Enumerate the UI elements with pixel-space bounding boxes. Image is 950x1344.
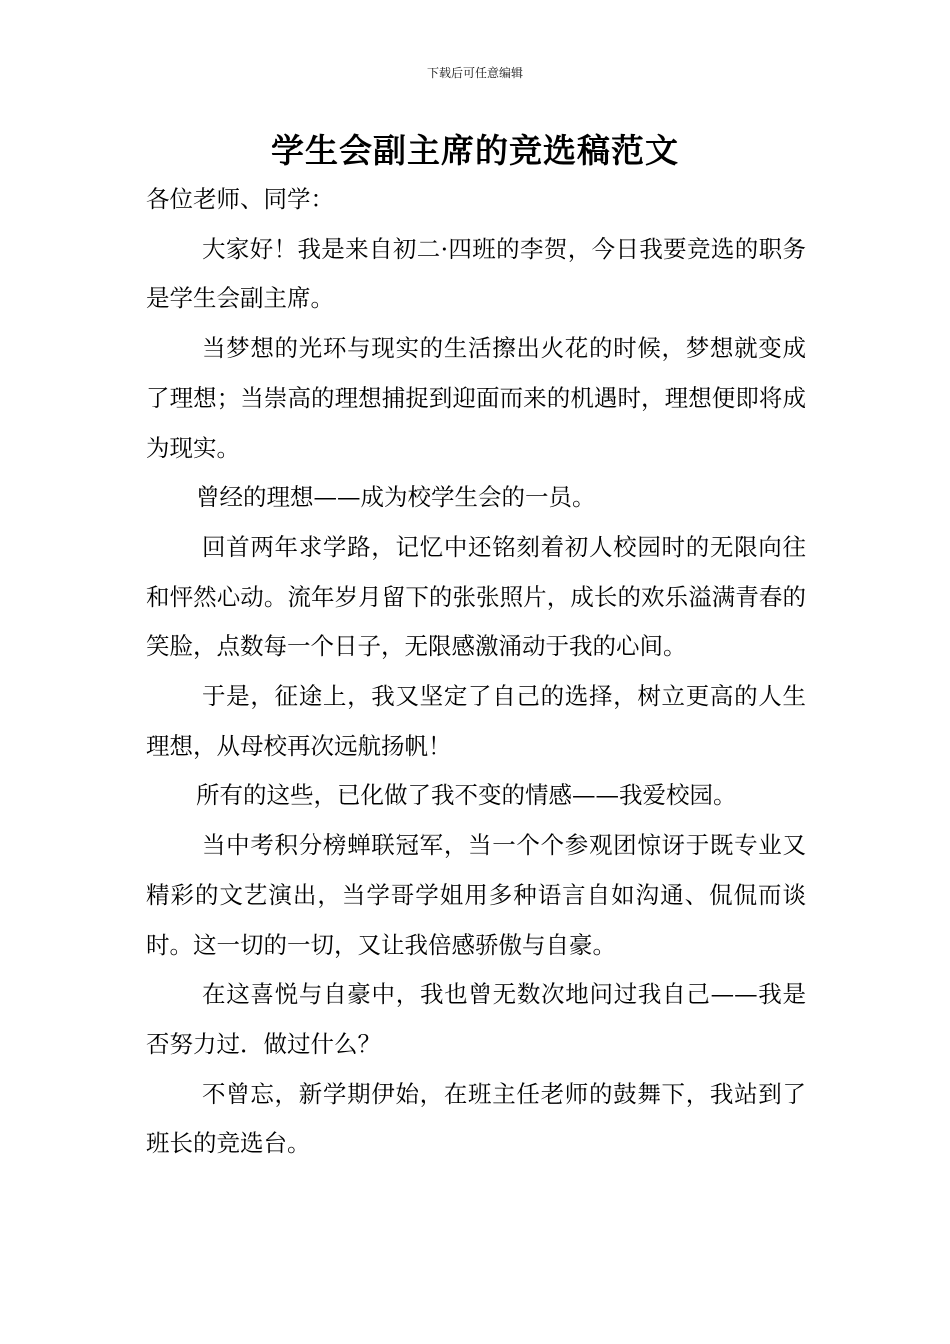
paragraph-love-school: 所有的这些，已化做了我不变的情感——我爱校园。 xyxy=(196,781,737,810)
page-header-note: 下载后可任意编辑 xyxy=(426,66,523,80)
paragraph-self-question: 在这喜悦与自豪中，我也曾无数次地问过我自己——我是否努力过．做过什么？ xyxy=(146,980,806,1058)
paragraph-introduction: 大家好！我是来自初二·四班的李贺，今日我要竞选的职务是学生会副主席。 xyxy=(146,234,806,313)
paragraph-choice: 于是，征途上，我又坚定了自己的选择，树立更高的人生理想，从母校再次远航扬帆！ xyxy=(146,682,806,760)
document-body xyxy=(146,175,806,1169)
document-title: 学生会副主席的竞选稿范文 xyxy=(271,131,679,170)
paragraph-class-monitor: 不曾忘，新学期伊始，在班主任老师的鼓舞下，我站到了班长的竞选台。 xyxy=(146,1079,806,1158)
paragraph-dream: 当梦想的光环与现实的生活擦出火花的时候，梦想就变成了理想；当崇高的理想捕捉到迎面而来的机遇时，理想便即将成为现实。 xyxy=(146,334,806,462)
greeting-line: 各位老师、同学： xyxy=(146,185,334,213)
paragraph-pride: 当中考积分榜蝉联冠军，当一个个参观团惊讶于既专业又精彩的文艺演出，当学哥学姐用多种语言自如沟通、侃侃而谈时。这一切的一切，又让我倍感骄傲与自豪。 xyxy=(146,831,806,959)
paragraph-looking-back: 回首两年求学路，记忆中还铭刻着初人校园时的无限向往和怦然心动。流年岁月留下的张张照片，成长的欢乐溢满青春的笑脸，点数每一个日子，无限感激涌动于我的心间。 xyxy=(146,532,806,661)
paragraph-former-ideal: 曾经的理想——成为校学生会的一员。 xyxy=(196,483,596,512)
